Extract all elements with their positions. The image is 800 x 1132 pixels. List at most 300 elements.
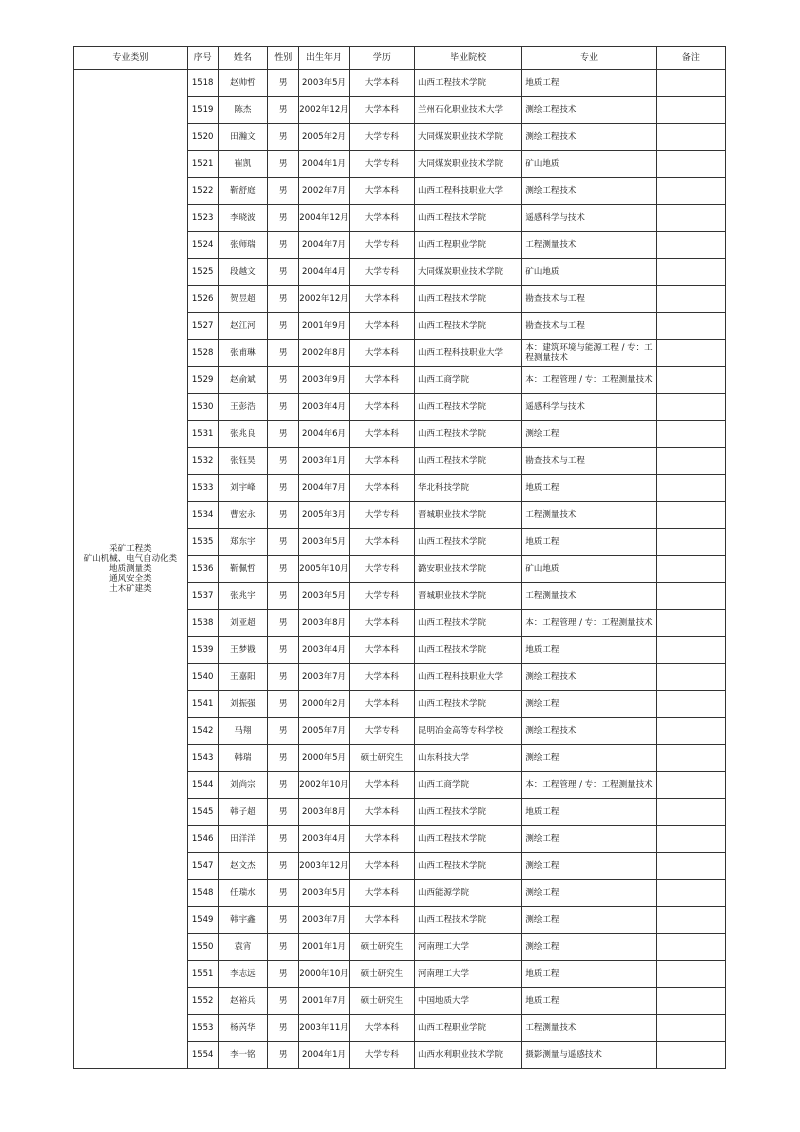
- cell-name: 陈杰: [218, 97, 268, 124]
- cell-gender: 男: [268, 259, 299, 286]
- cell-major: 地质工程: [522, 637, 656, 664]
- cell-remark: [656, 1015, 725, 1042]
- cell-gender: 男: [268, 799, 299, 826]
- cell-no: 1535: [187, 529, 218, 556]
- cell-name: 赵文杰: [218, 853, 268, 880]
- cell-major: 勘查技术与工程: [522, 286, 656, 313]
- cell-education: 大学本科: [349, 340, 414, 367]
- cell-remark: [656, 961, 725, 988]
- cell-gender: 男: [268, 934, 299, 961]
- cell-name: 崔凯: [218, 151, 268, 178]
- cell-no: 1532: [187, 448, 218, 475]
- cell-name: 马翔: [218, 718, 268, 745]
- cell-school: 山西工程技术学院: [414, 610, 521, 637]
- cell-gender: 男: [268, 367, 299, 394]
- cell-no: 1549: [187, 907, 218, 934]
- cell-education: 大学本科: [349, 853, 414, 880]
- cell-education: 硕士研究生: [349, 961, 414, 988]
- cell-name: 任瑞水: [218, 880, 268, 907]
- cell-gender: 男: [268, 637, 299, 664]
- cell-school: 山西工程技术学院: [414, 907, 521, 934]
- category-line: 通风安全类: [109, 574, 152, 584]
- cell-gender: 男: [268, 124, 299, 151]
- cell-no: 1553: [187, 1015, 218, 1042]
- cell-name: 王嘉阳: [218, 664, 268, 691]
- cell-no: 1539: [187, 637, 218, 664]
- cell-school: 山西工程技术学院: [414, 637, 521, 664]
- cell-major: 测绘工程: [522, 880, 656, 907]
- cell-no: 1533: [187, 475, 218, 502]
- cell-no: 1524: [187, 232, 218, 259]
- header-education: 学历: [349, 47, 414, 70]
- cell-name: 张师瑞: [218, 232, 268, 259]
- cell-birth: 2002年12月: [299, 286, 350, 313]
- cell-major: 测绘工程: [522, 826, 656, 853]
- cell-gender: 男: [268, 853, 299, 880]
- cell-no: 1545: [187, 799, 218, 826]
- cell-major: 矿山地质: [522, 556, 656, 583]
- cell-major: 地质工程: [522, 70, 656, 97]
- cell-remark: [656, 232, 725, 259]
- cell-birth: 2003年4月: [299, 637, 350, 664]
- header-category: 专业类别: [74, 47, 188, 70]
- cell-birth: 2003年7月: [299, 907, 350, 934]
- cell-no: 1550: [187, 934, 218, 961]
- cell-education: 大学本科: [349, 178, 414, 205]
- cell-school: 山西工程技术学院: [414, 421, 521, 448]
- cell-school: 大同煤炭职业技术学院: [414, 151, 521, 178]
- cell-birth: 2005年2月: [299, 124, 350, 151]
- cell-education: 大学专科: [349, 502, 414, 529]
- cell-birth: 2003年9月: [299, 367, 350, 394]
- cell-gender: 男: [268, 340, 299, 367]
- cell-gender: 男: [268, 610, 299, 637]
- cell-name: 李一铭: [218, 1042, 268, 1069]
- cell-name: 李志远: [218, 961, 268, 988]
- header-school: 毕业院校: [414, 47, 521, 70]
- cell-no: 1528: [187, 340, 218, 367]
- cell-birth: 2004年1月: [299, 1042, 350, 1069]
- cell-birth: 2003年8月: [299, 799, 350, 826]
- cell-name: 贺昱超: [218, 286, 268, 313]
- cell-school: 山西工程技术学院: [414, 448, 521, 475]
- cell-gender: 男: [268, 286, 299, 313]
- cell-no: 1542: [187, 718, 218, 745]
- cell-major: 矿山地质: [522, 259, 656, 286]
- category-cell: [74, 70, 188, 1069]
- cell-school: 华北科技学院: [414, 475, 521, 502]
- table-row: [74, 70, 726, 97]
- header-gender: 性别: [268, 47, 299, 70]
- cell-remark: [656, 259, 725, 286]
- cell-remark: [656, 934, 725, 961]
- cell-remark: [656, 718, 725, 745]
- cell-no: 1522: [187, 178, 218, 205]
- cell-name: 刘尚宗: [218, 772, 268, 799]
- cell-major: 本：建筑环境与能源工程 / 专：工程测量技术: [522, 340, 656, 367]
- cell-birth: 2004年12月: [299, 205, 350, 232]
- cell-gender: 男: [268, 448, 299, 475]
- cell-birth: 2003年5月: [299, 70, 350, 97]
- cell-remark: [656, 97, 725, 124]
- cell-birth: 2002年7月: [299, 178, 350, 205]
- cell-remark: [656, 799, 725, 826]
- cell-school: 晋城职业技术学院: [414, 502, 521, 529]
- cell-remark: [656, 124, 725, 151]
- cell-name: 曹宏永: [218, 502, 268, 529]
- cell-education: 大学本科: [349, 421, 414, 448]
- cell-birth: 2003年4月: [299, 394, 350, 421]
- cell-no: 1519: [187, 97, 218, 124]
- cell-name: 田瀚文: [218, 124, 268, 151]
- cell-gender: 男: [268, 97, 299, 124]
- cell-education: 大学专科: [349, 232, 414, 259]
- cell-education: 大学本科: [349, 691, 414, 718]
- header-major: 专业: [522, 47, 656, 70]
- cell-major: 工程测量技术: [522, 583, 656, 610]
- cell-birth: 2003年12月: [299, 853, 350, 880]
- cell-school: 山西工程科技职业大学: [414, 178, 521, 205]
- cell-major: 测绘工程: [522, 745, 656, 772]
- header-row: [74, 47, 726, 70]
- cell-gender: 男: [268, 718, 299, 745]
- cell-education: 大学本科: [349, 97, 414, 124]
- cell-education: 大学本科: [349, 70, 414, 97]
- cell-name: 刘亚超: [218, 610, 268, 637]
- cell-major: 测绘工程技术: [522, 664, 656, 691]
- header-birth: 出生年月: [299, 47, 350, 70]
- cell-no: 1546: [187, 826, 218, 853]
- cell-major: 测绘工程: [522, 934, 656, 961]
- cell-school: 山西工程技术学院: [414, 691, 521, 718]
- cell-birth: 2002年8月: [299, 340, 350, 367]
- cell-school: 山东科技大学: [414, 745, 521, 772]
- cell-education: 大学本科: [349, 394, 414, 421]
- cell-gender: 男: [268, 907, 299, 934]
- cell-school: 中国地质大学: [414, 988, 521, 1015]
- cell-school: 山西水利职业技术学院: [414, 1042, 521, 1069]
- cell-major: 工程测量技术: [522, 232, 656, 259]
- cell-education: 大学本科: [349, 772, 414, 799]
- cell-name: 赵俞斌: [218, 367, 268, 394]
- cell-remark: [656, 691, 725, 718]
- cell-birth: 2004年6月: [299, 421, 350, 448]
- cell-major: 遥感科学与技术: [522, 205, 656, 232]
- cell-name: 刘振强: [218, 691, 268, 718]
- cell-no: 1537: [187, 583, 218, 610]
- cell-remark: [656, 610, 725, 637]
- cell-no: 1521: [187, 151, 218, 178]
- cell-gender: 男: [268, 232, 299, 259]
- cell-birth: 2005年10月: [299, 556, 350, 583]
- cell-birth: 2001年9月: [299, 313, 350, 340]
- cell-name: 王彭浩: [218, 394, 268, 421]
- cell-name: 张钰昊: [218, 448, 268, 475]
- cell-no: 1541: [187, 691, 218, 718]
- cell-education: 大学本科: [349, 529, 414, 556]
- cell-gender: 男: [268, 583, 299, 610]
- cell-birth: 2002年10月: [299, 772, 350, 799]
- cell-name: 袁宵: [218, 934, 268, 961]
- cell-education: 大学专科: [349, 124, 414, 151]
- cell-major: 测绘工程: [522, 853, 656, 880]
- cell-remark: [656, 988, 725, 1015]
- cell-birth: 2000年5月: [299, 745, 350, 772]
- cell-remark: [656, 475, 725, 502]
- cell-gender: 男: [268, 394, 299, 421]
- cell-no: 1527: [187, 313, 218, 340]
- cell-remark: [656, 826, 725, 853]
- cell-school: 山西工程职业学院: [414, 1015, 521, 1042]
- cell-remark: [656, 745, 725, 772]
- cell-birth: 2001年7月: [299, 988, 350, 1015]
- cell-birth: 2003年4月: [299, 826, 350, 853]
- cell-gender: 男: [268, 475, 299, 502]
- cell-remark: [656, 529, 725, 556]
- cell-education: 大学本科: [349, 1015, 414, 1042]
- cell-remark: [656, 880, 725, 907]
- cell-education: 大学本科: [349, 448, 414, 475]
- cell-major: 测绘工程: [522, 907, 656, 934]
- cell-gender: 男: [268, 988, 299, 1015]
- cell-gender: 男: [268, 1042, 299, 1069]
- cell-school: 山西工程技术学院: [414, 394, 521, 421]
- roster-table: [73, 46, 726, 1069]
- cell-remark: [656, 313, 725, 340]
- header-name: 姓名: [218, 47, 268, 70]
- cell-name: 韩子超: [218, 799, 268, 826]
- category-line: 矿山机械、电气自动化类: [83, 554, 178, 564]
- cell-education: 大学本科: [349, 799, 414, 826]
- cell-birth: 2005年7月: [299, 718, 350, 745]
- cell-birth: 2003年8月: [299, 610, 350, 637]
- cell-name: 张兆宇: [218, 583, 268, 610]
- cell-major: 本：工程管理 / 专：工程测量技术: [522, 610, 656, 637]
- cell-gender: 男: [268, 556, 299, 583]
- cell-birth: 2005年3月: [299, 502, 350, 529]
- cell-no: 1544: [187, 772, 218, 799]
- cell-birth: 2000年2月: [299, 691, 350, 718]
- cell-name: 靳舒庭: [218, 178, 268, 205]
- cell-major: 地质工程: [522, 799, 656, 826]
- cell-no: 1523: [187, 205, 218, 232]
- cell-school: 山西工商学院: [414, 367, 521, 394]
- cell-no: 1548: [187, 880, 218, 907]
- cell-remark: [656, 70, 725, 97]
- cell-school: 大同煤炭职业技术学院: [414, 124, 521, 151]
- cell-no: 1540: [187, 664, 218, 691]
- cell-gender: 男: [268, 70, 299, 97]
- cell-birth: 2001年1月: [299, 934, 350, 961]
- cell-remark: [656, 1042, 725, 1069]
- cell-school: 大同煤炭职业技术学院: [414, 259, 521, 286]
- cell-education: 大学本科: [349, 286, 414, 313]
- cell-gender: 男: [268, 880, 299, 907]
- cell-name: 张兆良: [218, 421, 268, 448]
- cell-no: 1536: [187, 556, 218, 583]
- cell-remark: [656, 286, 725, 313]
- cell-school: 山西工程技术学院: [414, 70, 521, 97]
- cell-remark: [656, 853, 725, 880]
- cell-education: 大学专科: [349, 259, 414, 286]
- cell-gender: 男: [268, 745, 299, 772]
- cell-no: 1531: [187, 421, 218, 448]
- cell-major: 地质工程: [522, 988, 656, 1015]
- cell-no: 1529: [187, 367, 218, 394]
- cell-remark: [656, 151, 725, 178]
- cell-major: 测绘工程技术: [522, 97, 656, 124]
- cell-major: 测绘工程技术: [522, 178, 656, 205]
- cell-major: 测绘工程: [522, 691, 656, 718]
- cell-remark: [656, 583, 725, 610]
- cell-education: 硕士研究生: [349, 988, 414, 1015]
- cell-education: 大学专科: [349, 1042, 414, 1069]
- cell-education: 大学本科: [349, 907, 414, 934]
- cell-remark: [656, 448, 725, 475]
- cell-no: 1530: [187, 394, 218, 421]
- cell-school: 兰州石化职业技术大学: [414, 97, 521, 124]
- cell-no: 1526: [187, 286, 218, 313]
- cell-remark: [656, 556, 725, 583]
- cell-major: 测绘工程技术: [522, 718, 656, 745]
- cell-education: 大学本科: [349, 880, 414, 907]
- cell-major: 遥感科学与技术: [522, 394, 656, 421]
- cell-birth: 2004年4月: [299, 259, 350, 286]
- cell-birth: 2003年5月: [299, 583, 350, 610]
- cell-remark: [656, 178, 725, 205]
- cell-major: 工程测量技术: [522, 1015, 656, 1042]
- cell-education: 大学本科: [349, 826, 414, 853]
- cell-birth: 2003年11月: [299, 1015, 350, 1042]
- cell-gender: 男: [268, 826, 299, 853]
- cell-name: 郑东宇: [218, 529, 268, 556]
- cell-remark: [656, 907, 725, 934]
- cell-no: 1518: [187, 70, 218, 97]
- header-no: 序号: [187, 47, 218, 70]
- cell-no: 1551: [187, 961, 218, 988]
- cell-major: 地质工程: [522, 529, 656, 556]
- cell-school: 山西工商学院: [414, 772, 521, 799]
- cell-school: 山西工程技术学院: [414, 853, 521, 880]
- cell-birth: 2003年1月: [299, 448, 350, 475]
- header-remark: 备注: [656, 47, 725, 70]
- cell-remark: [656, 637, 725, 664]
- category-line: 土木矿建类: [109, 584, 152, 594]
- cell-name: 李晓波: [218, 205, 268, 232]
- cell-birth: 2003年7月: [299, 664, 350, 691]
- cell-gender: 男: [268, 421, 299, 448]
- cell-education: 大学本科: [349, 610, 414, 637]
- cell-name: 靳佩哲: [218, 556, 268, 583]
- cell-gender: 男: [268, 691, 299, 718]
- cell-education: 大学本科: [349, 637, 414, 664]
- cell-education: 大学专科: [349, 556, 414, 583]
- cell-school: 山西工程技术学院: [414, 205, 521, 232]
- cell-birth: 2004年7月: [299, 475, 350, 502]
- cell-birth: 2003年5月: [299, 880, 350, 907]
- cell-major: 摄影测量与遥感技术: [522, 1042, 656, 1069]
- cell-education: 大学本科: [349, 367, 414, 394]
- cell-school: 山西能源学院: [414, 880, 521, 907]
- cell-birth: 2004年7月: [299, 232, 350, 259]
- cell-birth: 2002年12月: [299, 97, 350, 124]
- cell-school: 山西工程技术学院: [414, 799, 521, 826]
- cell-name: 杨芮华: [218, 1015, 268, 1042]
- cell-education: 硕士研究生: [349, 934, 414, 961]
- cell-remark: [656, 502, 725, 529]
- cell-gender: 男: [268, 961, 299, 988]
- cell-remark: [656, 664, 725, 691]
- cell-remark: [656, 367, 725, 394]
- cell-name: 赵裕兵: [218, 988, 268, 1015]
- cell-gender: 男: [268, 313, 299, 340]
- cell-major: 矿山地质: [522, 151, 656, 178]
- cell-gender: 男: [268, 178, 299, 205]
- cell-birth: 2004年1月: [299, 151, 350, 178]
- cell-no: 1552: [187, 988, 218, 1015]
- cell-school: 昆明冶金高等专科学校: [414, 718, 521, 745]
- cell-school: 山西工程技术学院: [414, 529, 521, 556]
- cell-remark: [656, 205, 725, 232]
- cell-name: 赵江河: [218, 313, 268, 340]
- cell-name: 张甫琳: [218, 340, 268, 367]
- cell-school: 山西工程职业学院: [414, 232, 521, 259]
- category-line: 地质测量类: [109, 564, 152, 574]
- cell-name: 田洋洋: [218, 826, 268, 853]
- cell-gender: 男: [268, 529, 299, 556]
- cell-major: 工程测量技术: [522, 502, 656, 529]
- cell-gender: 男: [268, 205, 299, 232]
- cell-gender: 男: [268, 151, 299, 178]
- cell-remark: [656, 421, 725, 448]
- cell-no: 1547: [187, 853, 218, 880]
- cell-name: 刘宇峰: [218, 475, 268, 502]
- cell-education: 大学专科: [349, 583, 414, 610]
- cell-remark: [656, 772, 725, 799]
- cell-school: 山西工程技术学院: [414, 826, 521, 853]
- cell-no: 1554: [187, 1042, 218, 1069]
- cell-name: 赵帅哲: [218, 70, 268, 97]
- cell-school: 山西工程技术学院: [414, 286, 521, 313]
- cell-education: 硕士研究生: [349, 745, 414, 772]
- cell-name: 王梦戡: [218, 637, 268, 664]
- cell-remark: [656, 340, 725, 367]
- cell-no: 1520: [187, 124, 218, 151]
- cell-birth: 2000年10月: [299, 961, 350, 988]
- cell-education: 大学本科: [349, 313, 414, 340]
- cell-major: 勘查技术与工程: [522, 448, 656, 475]
- cell-gender: 男: [268, 502, 299, 529]
- cell-no: 1538: [187, 610, 218, 637]
- cell-major: 地质工程: [522, 961, 656, 988]
- cell-no: 1543: [187, 745, 218, 772]
- category-line: 采矿工程类: [109, 544, 152, 554]
- cell-school: 河南理工大学: [414, 961, 521, 988]
- cell-major: 本：工程管理 / 专：工程测量技术: [522, 772, 656, 799]
- cell-gender: 男: [268, 772, 299, 799]
- cell-school: 山西工程科技职业大学: [414, 340, 521, 367]
- cell-school: 山西工程技术学院: [414, 313, 521, 340]
- cell-major: 本：工程管理 / 专：工程测量技术: [522, 367, 656, 394]
- cell-major: 勘查技术与工程: [522, 313, 656, 340]
- cell-birth: 2003年5月: [299, 529, 350, 556]
- cell-no: 1525: [187, 259, 218, 286]
- cell-school: 山西工程科技职业大学: [414, 664, 521, 691]
- cell-name: 段越文: [218, 259, 268, 286]
- cell-education: 大学本科: [349, 205, 414, 232]
- cell-name: 韩瑞: [218, 745, 268, 772]
- cell-school: 晋城职业技术学院: [414, 583, 521, 610]
